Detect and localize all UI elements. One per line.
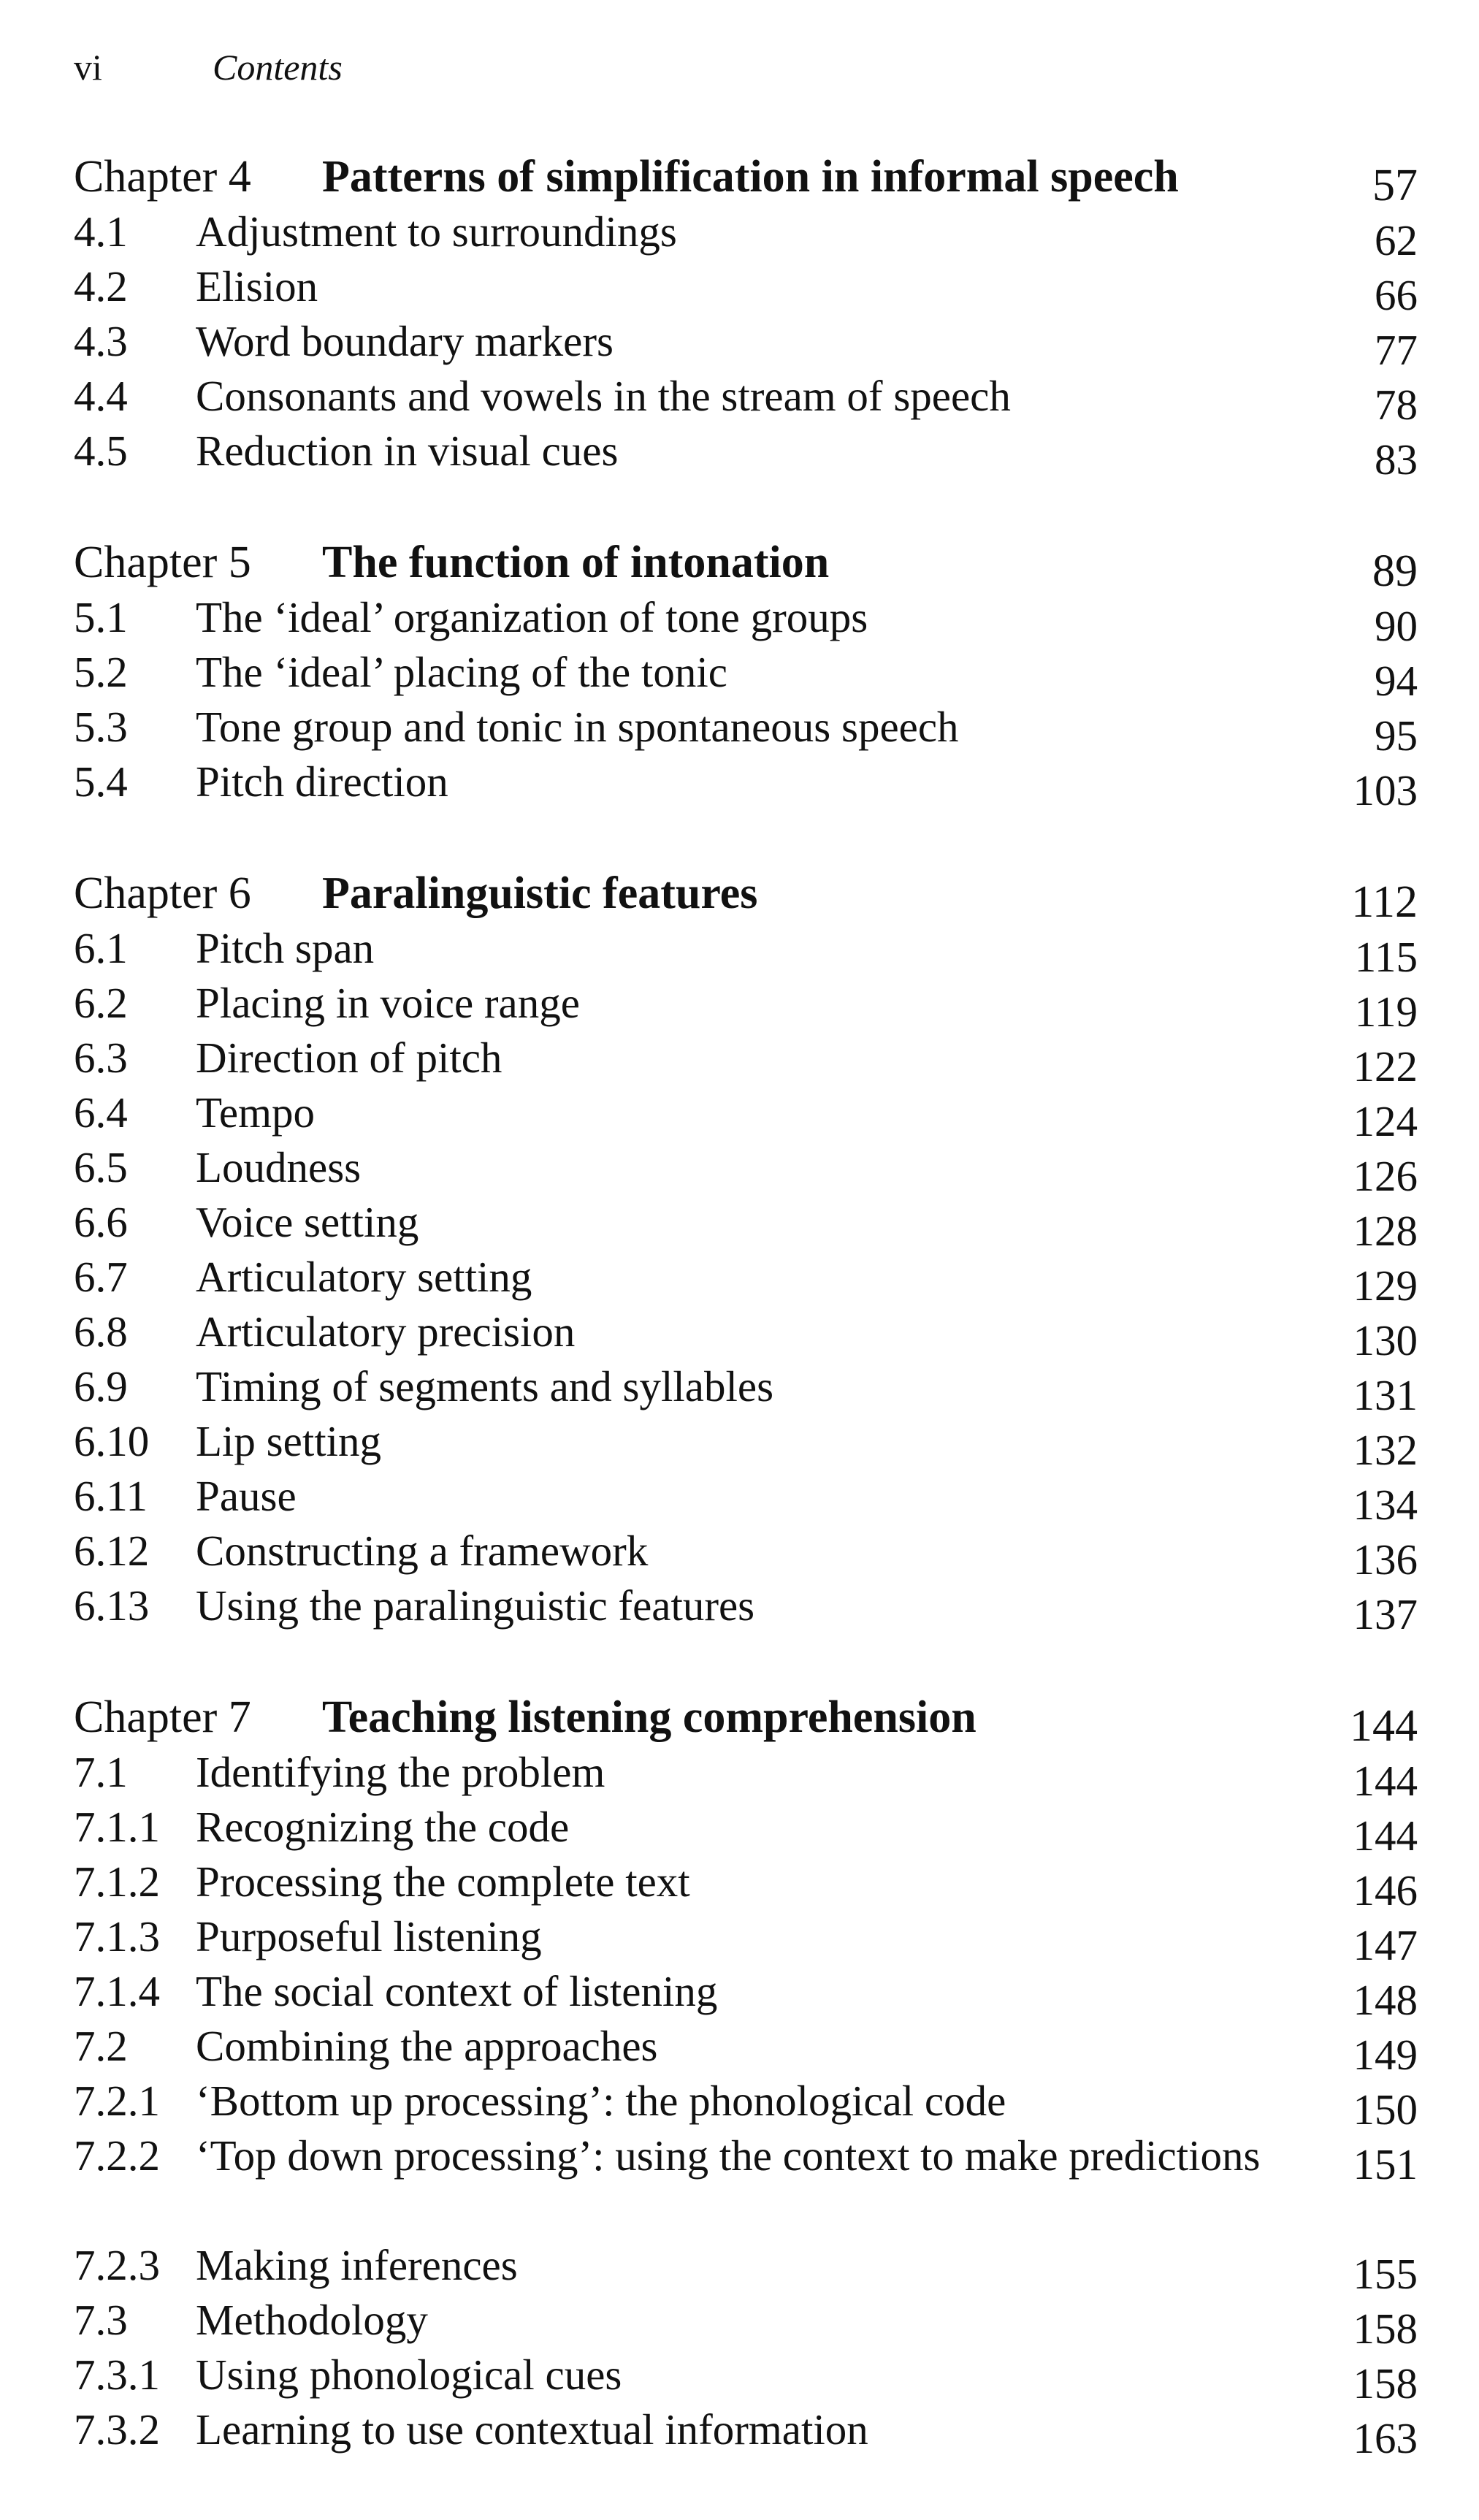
toc-entry <box>74 1855 1418 1914</box>
chapter-section <box>74 535 1418 814</box>
section-title: Recognizing the code <box>196 1803 570 1851</box>
section-number: 7.1.1 <box>74 1803 160 1851</box>
section-page: 78 <box>1375 381 1418 429</box>
toc-entry <box>74 921 1418 981</box>
toc-entry <box>74 1359 1418 1419</box>
toc-entry <box>74 2293 1418 2353</box>
section-title: Articulatory precision <box>196 1307 576 1356</box>
section-title: Articulatory setting <box>196 1253 532 1301</box>
chapter-page: 144 <box>1350 1701 1418 1751</box>
section-title: Combining the approaches <box>196 2022 658 2070</box>
section-page: 163 <box>1353 2414 1418 2462</box>
toc-entry <box>74 590 1418 650</box>
section-title: Tone group and tonic in spontaneous speech <box>196 703 959 751</box>
section-title: Elision <box>196 262 318 310</box>
section-number: 6.12 <box>74 1527 150 1575</box>
toc-entry <box>74 1414 1418 1474</box>
section-title: Word boundary markers <box>196 317 614 365</box>
section-page: 146 <box>1353 1866 1418 1914</box>
section-number: 6.5 <box>74 1143 128 1191</box>
chapter-title: Patterns of simplification in informal speech <box>322 152 1179 202</box>
section-number: 7.1 <box>74 1748 128 1796</box>
section-number: 7.3.1 <box>74 2351 160 2399</box>
section-number: 4.5 <box>74 427 128 475</box>
toc-entry <box>74 314 1418 374</box>
section-title: Placing in voice range <box>196 979 580 1027</box>
toc-entry <box>74 424 1418 484</box>
chapter-title: Teaching listening comprehension <box>322 1692 977 1742</box>
section-page: 90 <box>1375 602 1418 650</box>
chapter-page: 112 <box>1351 877 1418 927</box>
section-number: 6.1 <box>74 924 128 972</box>
section-number: 6.6 <box>74 1198 128 1246</box>
section-title: Learning to use contextual information <box>196 2405 868 2454</box>
section-number: 7.3 <box>74 2296 128 2344</box>
section-title: Lip setting <box>196 1417 382 1465</box>
chapter-title: Paralinguistic features <box>322 868 758 918</box>
toc-entry <box>74 1800 1418 1860</box>
section-number: 6.7 <box>74 1253 128 1301</box>
section-number: 6.8 <box>74 1307 128 1356</box>
section-page: 158 <box>1353 2359 1418 2408</box>
section-title: The ‘ideal’ organization of tone groups <box>196 593 868 641</box>
section-number: 7.2.2 <box>74 2131 160 2180</box>
toc-entry <box>74 700 1418 760</box>
toc-entry <box>74 205 1418 264</box>
toc-entry <box>74 2348 1418 2408</box>
toc-entry <box>74 1524 1418 1584</box>
toc-entry <box>74 1031 1418 1091</box>
section-number: 7.2.1 <box>74 2077 160 2125</box>
section-page: 148 <box>1353 1976 1418 2024</box>
section-number: 6.11 <box>74 1472 148 1520</box>
section-number: 5.1 <box>74 593 128 641</box>
section-page: 124 <box>1353 1097 1418 1145</box>
section-title: The social context of listening <box>196 1967 718 2015</box>
section-page: 129 <box>1353 1261 1418 1310</box>
toc-entry <box>74 2019 1418 2079</box>
section-title: ‘Top down processing’: using the context to make predictions <box>196 2131 1261 2180</box>
chapter-section <box>74 866 1418 1638</box>
section-number: 4.3 <box>74 317 128 365</box>
section-title: Loudness <box>196 1143 362 1191</box>
chapter-page: 89 <box>1372 546 1418 596</box>
chapter-label: Chapter 5 <box>74 538 251 587</box>
toc-entry <box>74 2128 1418 2238</box>
section-page: 136 <box>1353 1535 1418 1584</box>
section-title: Using phonological cues <box>196 2351 622 2399</box>
section-number: 6.3 <box>74 1034 128 1082</box>
section-number: 7.1.4 <box>74 1967 160 2015</box>
chapter-section <box>74 150 1418 484</box>
chapter-label: Chapter 4 <box>74 152 251 202</box>
section-number: 5.2 <box>74 648 128 696</box>
toc-entry <box>74 645 1418 705</box>
section-number: 7.2 <box>74 2022 128 2070</box>
running-head <box>74 45 343 89</box>
section-page: 115 <box>1354 933 1418 981</box>
section-page: 151 <box>1353 2140 1418 2188</box>
section-page: 122 <box>1353 1042 1418 1091</box>
toc-entry <box>74 1745 1418 1805</box>
toc-entry <box>74 1140 1418 1200</box>
section-number: 4.4 <box>74 372 128 420</box>
chapter-label: Chapter 7 <box>74 1692 251 1742</box>
section-title: Methodology <box>196 2296 428 2344</box>
toc-entry <box>74 1085 1418 1145</box>
section-page: 119 <box>1354 988 1418 1036</box>
section-title: Adjustment to surroundings <box>196 207 677 256</box>
section-title: Purposeful listening <box>196 1912 542 1960</box>
section-title: Timing of segments and syllables <box>196 1362 774 1410</box>
toc-entry <box>74 976 1418 1036</box>
toc-entry <box>74 2402 1418 2462</box>
section-title: Constructing a framework <box>196 1527 649 1575</box>
toc-entry <box>74 2238 1418 2298</box>
section-page: 131 <box>1353 1371 1418 1419</box>
section-page: 144 <box>1353 1811 1418 1860</box>
section-number: 6.4 <box>74 1088 128 1137</box>
section-title: Identifying the problem <box>196 1748 605 1796</box>
chapter-section <box>74 1690 1418 2462</box>
section-number: 5.3 <box>74 703 128 751</box>
section-number: 4.2 <box>74 262 128 310</box>
page-number: vi <box>74 47 102 88</box>
chapter-heading <box>74 866 1418 927</box>
section-title: Direction of pitch <box>196 1034 502 1082</box>
section-page: 137 <box>1353 1590 1418 1638</box>
section-title: Pause <box>196 1472 297 1520</box>
toc-entry <box>74 1964 1418 2024</box>
section-number: 7.1.3 <box>74 1912 160 1960</box>
section-title: Processing the complete text <box>196 1857 690 1906</box>
chapter-heading <box>74 535 1418 596</box>
section-title: Reduction in visual cues <box>196 427 619 475</box>
section-title: Using the paralinguistic features <box>196 1581 755 1630</box>
section-page: 95 <box>1375 711 1418 760</box>
section-page: 155 <box>1353 2250 1418 2298</box>
section-page: 126 <box>1353 1152 1418 1200</box>
section-page: 62 <box>1375 216 1418 264</box>
section-page: 83 <box>1375 435 1418 484</box>
section-page: 149 <box>1353 2031 1418 2079</box>
toc-entry <box>74 369 1418 429</box>
section-page: 132 <box>1353 1426 1418 1474</box>
section-title: Tempo <box>196 1088 315 1137</box>
section-page: 144 <box>1353 1757 1418 1805</box>
toc-entry <box>74 1578 1418 1638</box>
section-title: Making inferences <box>196 2241 518 2289</box>
chapter-label: Chapter 6 <box>74 868 251 918</box>
section-page: 134 <box>1353 1481 1418 1529</box>
toc-entry <box>74 1195 1418 1255</box>
section-title: Pitch span <box>196 924 375 972</box>
section-title: Pitch direction <box>196 757 448 806</box>
section-page: 66 <box>1375 271 1418 319</box>
section-number: 6.9 <box>74 1362 128 1410</box>
section-page: 128 <box>1353 1207 1418 1255</box>
chapter-title: The function of intonation <box>322 538 830 587</box>
section-page: 150 <box>1353 2085 1418 2134</box>
toc-entry <box>74 1469 1418 1529</box>
section-title: Voice setting <box>196 1198 419 1246</box>
running-title: Contents <box>213 47 343 88</box>
section-page: 103 <box>1353 766 1418 814</box>
chapter-heading <box>74 150 1418 210</box>
section-page: 130 <box>1353 1316 1418 1364</box>
section-number: 7.1.2 <box>74 1857 160 1906</box>
section-number: 5.4 <box>74 757 128 806</box>
section-number: 6.10 <box>74 1417 150 1465</box>
section-page: 147 <box>1353 1921 1418 1969</box>
section-number: 7.2.3 <box>74 2241 160 2289</box>
toc-entry <box>74 2074 1418 2134</box>
chapter-heading <box>74 1690 1418 1751</box>
section-number: 6.2 <box>74 979 128 1027</box>
section-page: 77 <box>1375 326 1418 374</box>
toc-entry <box>74 1250 1418 1310</box>
section-number: 7.3.2 <box>74 2405 160 2454</box>
section-title: The ‘ideal’ placing of the tonic <box>196 648 727 696</box>
section-page: 158 <box>1353 2305 1418 2353</box>
toc-entry <box>74 1305 1418 1364</box>
toc-entry <box>74 755 1418 814</box>
toc-entry <box>74 259 1418 319</box>
section-page: 94 <box>1375 657 1418 705</box>
section-number: 4.1 <box>74 207 128 256</box>
section-title: ‘Bottom up processing’: the phonological code <box>196 2077 1006 2125</box>
table-of-contents <box>74 150 1418 2514</box>
chapter-page: 57 <box>1372 161 1418 210</box>
section-title: Consonants and vowels in the stream of speech <box>196 372 1011 420</box>
section-number: 6.13 <box>74 1581 150 1630</box>
toc-entry <box>74 1909 1418 1969</box>
